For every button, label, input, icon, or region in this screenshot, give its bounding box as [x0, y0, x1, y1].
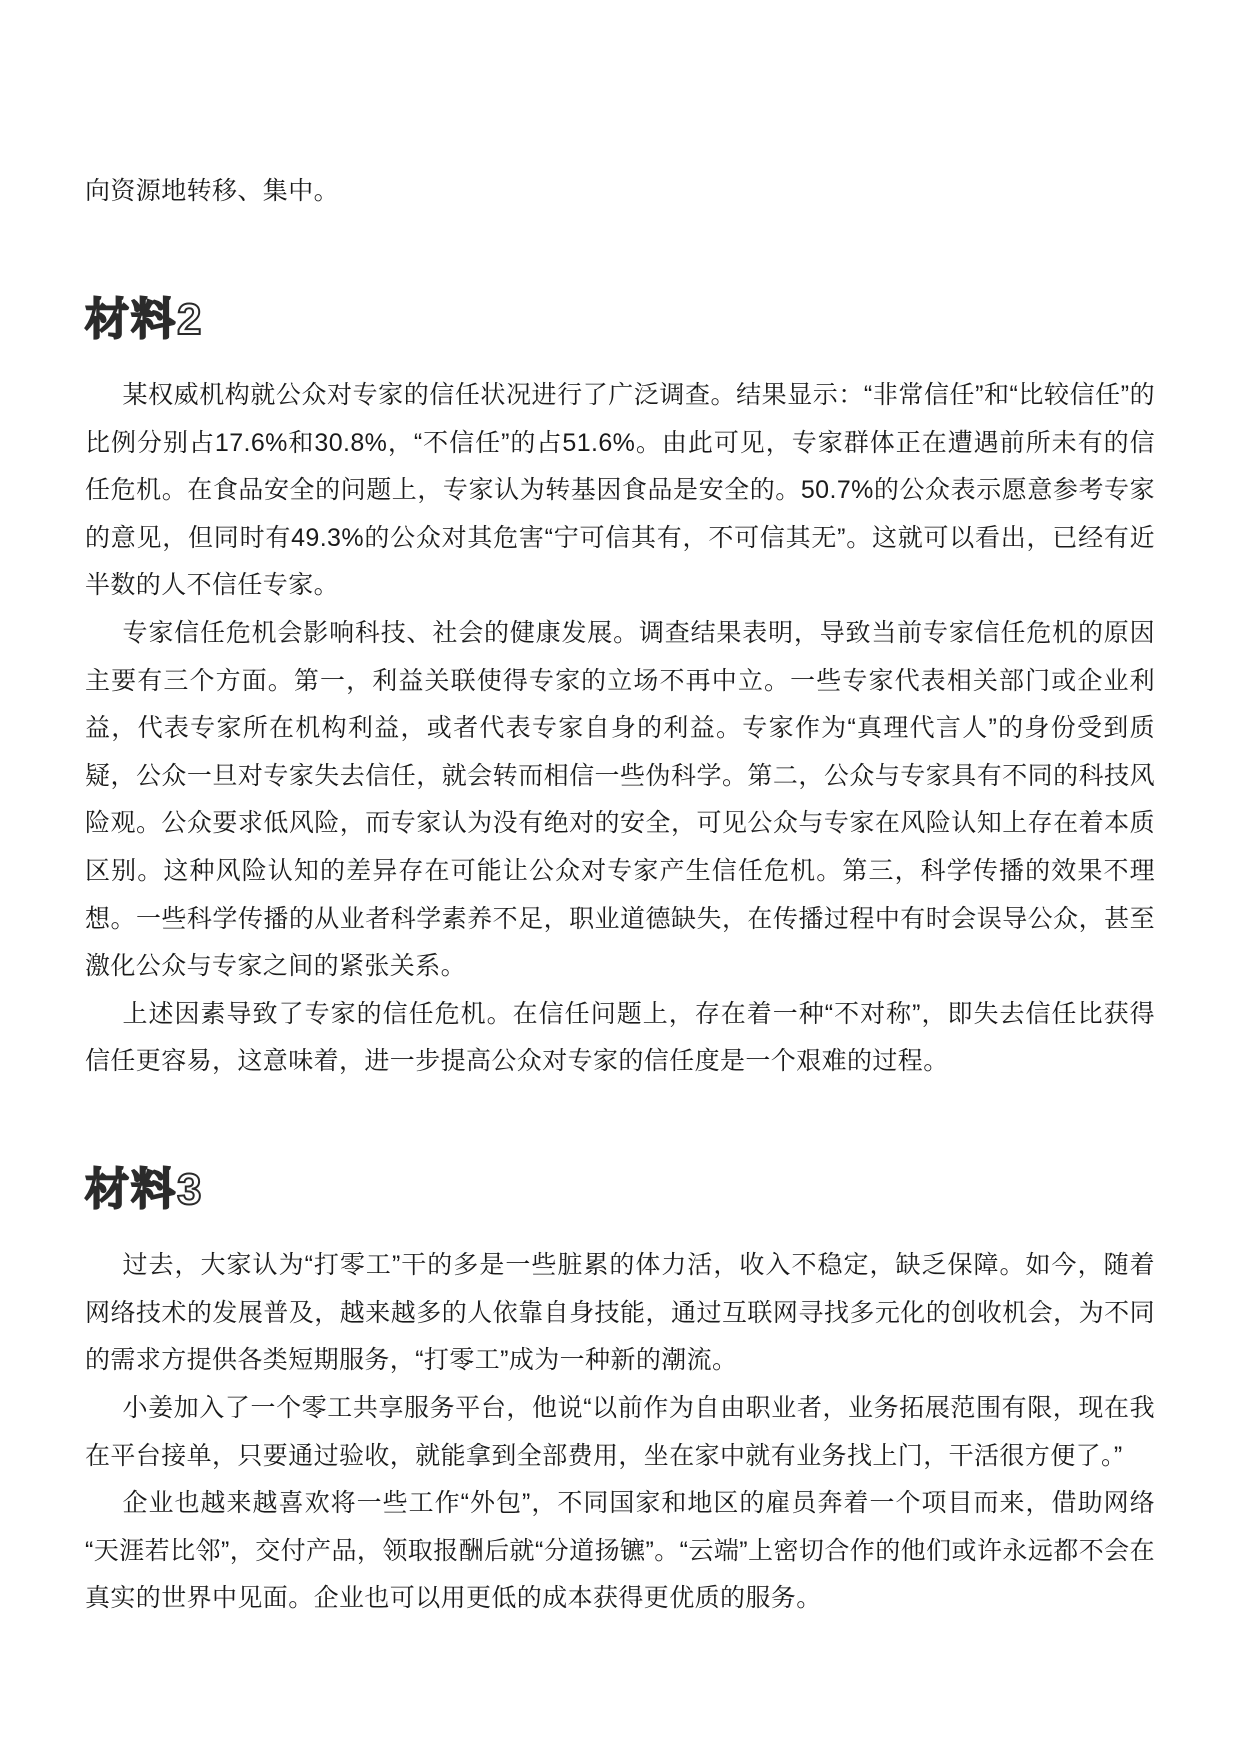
material-3-paragraph-1: 过去，大家认为“打零工”干的多是一些脏累的体力活，收入不稳定，缺乏保障。如今，随着网络技术的发展普及，越来越多的人依靠自身技能，通过互联网寻找多元化的创收机会，为不同的需求方提供各类短期服务，“打零工”成为一种新的潮流。 — [85, 1251, 1155, 1375]
material-2-paragraph-2: 专家信任危机会影响科技、社会的健康发展。调查结果表明，导致当前专家信任危机的原因主要有三个方面。第一，利益关联使得专家的立场不再中立。一些专家代表相关部门或企业利益，代表专家所在机构利益，或者代表专家自身的利益。专家作为“真理代言人”的身份受到质疑，公众一旦对专家失去信任，就会转而相信一些伪科学。第二，公众与专家具有不同的科技风险观。公众要求低风险，而专家认为没有绝对的安全，可见公众与专家在风险认知上存在着本质区别。这种风险认知的差异存在可能让公众对专家产生信任危机。第三，科学传播的效果不理想。一些科学传播的从业者科学素养不足，职业道德缺失，在传播过程中有时会误导公众，甚至激化公众与专家之间的紧张关系。 — [85, 618, 1155, 981]
material-3-paragraph-2: 小姜加入了一个零工共享服务平台，他说“以前作为自由职业者，业务拓展范围有限，现在我在平台接单，只要通过验收，就能拿到全部费用，坐在家中就有业务找上门，干活很方便了。” — [85, 1394, 1155, 1470]
continued-paragraph: 向资源地转移、集中。 — [85, 177, 340, 205]
material-3-heading: 材料3 — [85, 1164, 204, 1214]
material-2-paragraph-1: 某权威机构就公众对专家的信任状况进行了广泛调查。结果显示：“非常信任”和“比较信任”的比例分别占17.6%和30.8%，“不信任”的占51.6%。由此可见，专家群体正在遭遇前所未有的信任危机。在食品安全的问题上，专家认为转基因食品是安全的。50.7%的公众表示愿意参考专家的意见，但同时有49.3%的公众对其危害“宁可信其有，不可信其无”。这就可以看出，已经有近半数的人不信任专家。 — [85, 380, 1155, 600]
material-3-paragraph-3: 企业也越来越喜欢将一些工作“外包”，不同国家和地区的雇员奔着一个项目而来，借助网络“天涯若比邻”，交付产品，领取报酬后就“分道扬镳”。“云端”上密切合作的他们或许永远都不会在真实的世界中见面。企业也可以用更低的成本获得更优质的服务。 — [85, 1489, 1155, 1613]
material-2-heading: 材料2 — [85, 294, 204, 344]
material-2-paragraph-3: 上述因素导致了专家的信任危机。在信任问题上，存在着一种“不对称”，即失去信任比获得信任更容易，这意味着，进一步提高公众对专家的信任度是一个艰难的过程。 — [85, 999, 1155, 1076]
